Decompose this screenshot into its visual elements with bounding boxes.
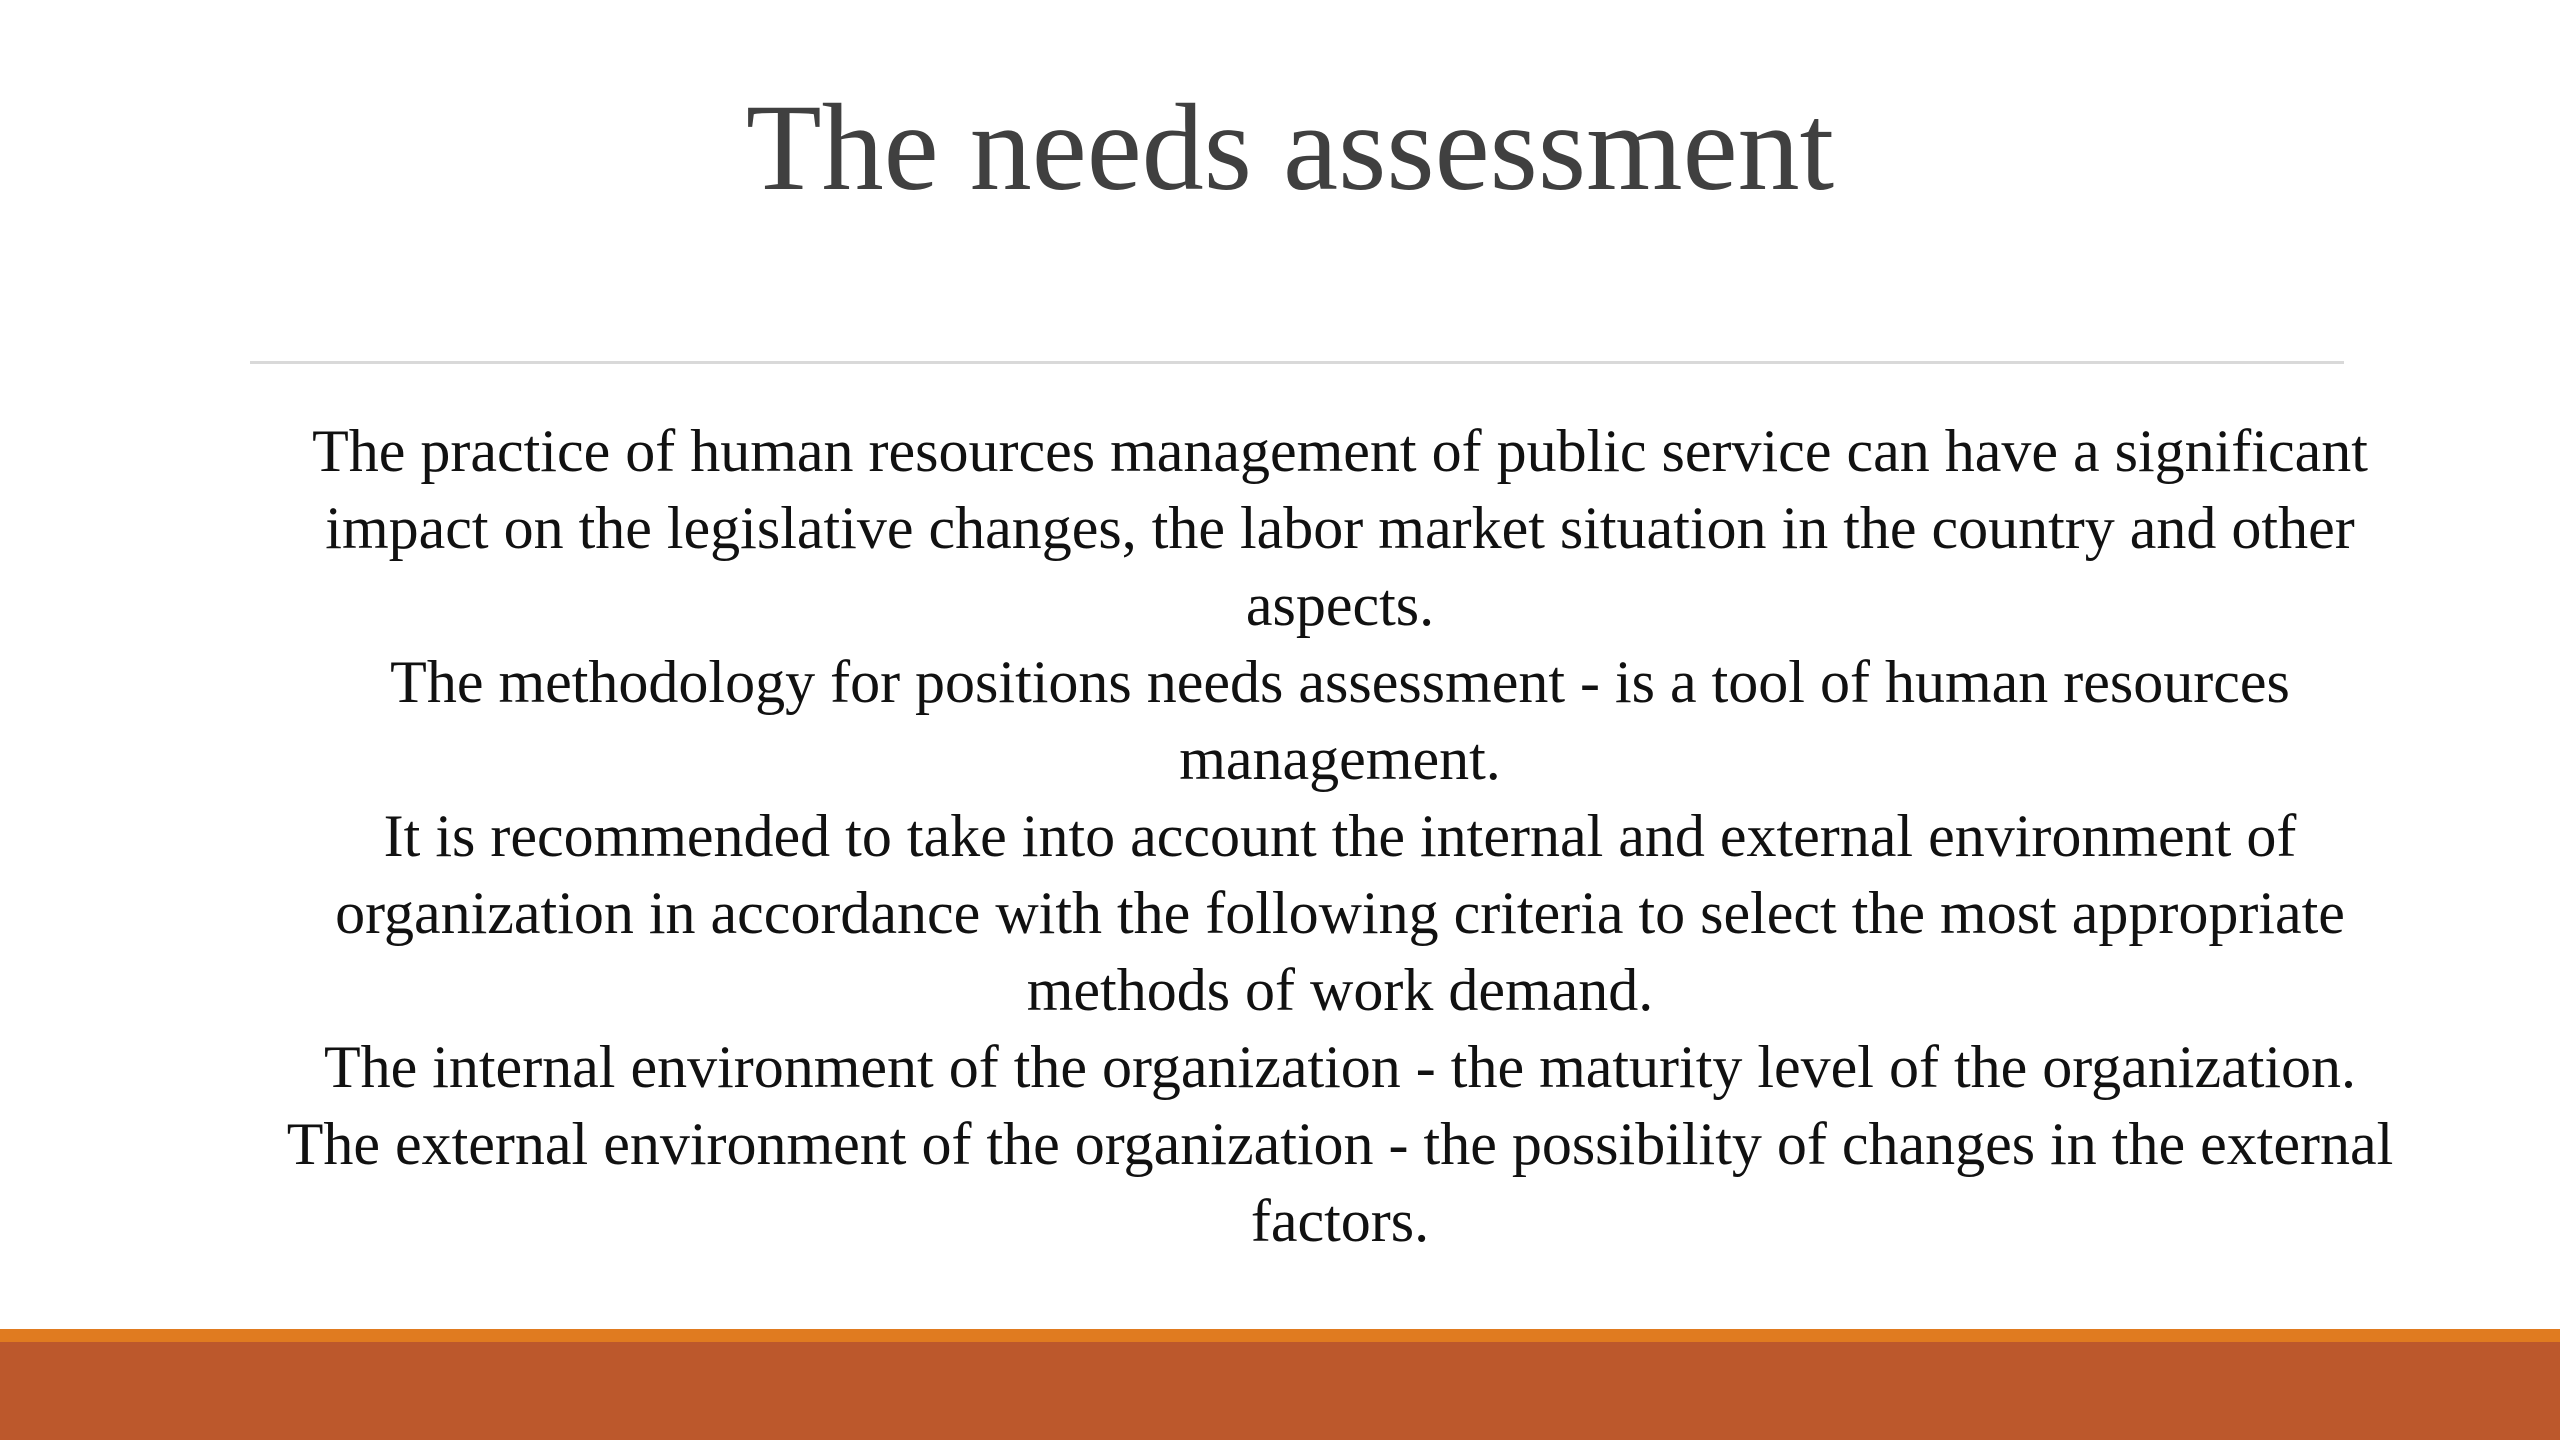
footer-band bbox=[0, 1342, 2560, 1440]
slide-title: The needs assessment bbox=[745, 79, 1835, 216]
slide-body bbox=[250, 413, 2430, 1260]
paragraph-internal-environment: The internal environment of the organization - the maturity level of the organization. bbox=[323, 1034, 2357, 1100]
paragraph-external-environment: The external environment of the organization - the possibility of changes in the external factors. bbox=[286, 1111, 2394, 1254]
paragraph-recommendation: It is recommended to take into account the internal and external environment of organization in accordance with the following criteria to select the most appropriate methods of work demand. bbox=[335, 803, 2345, 1023]
footer-accent-band bbox=[0, 1329, 2560, 1342]
paragraph-methodology: The methodology for positions needs assessment - is a tool of human resources management. bbox=[390, 649, 2290, 792]
title-divider bbox=[250, 361, 2344, 364]
paragraph-practice: The practice of human resources management of public service can have a significant impact on the legislative changes, the labor market situation in the country and other aspects. bbox=[312, 418, 2368, 638]
